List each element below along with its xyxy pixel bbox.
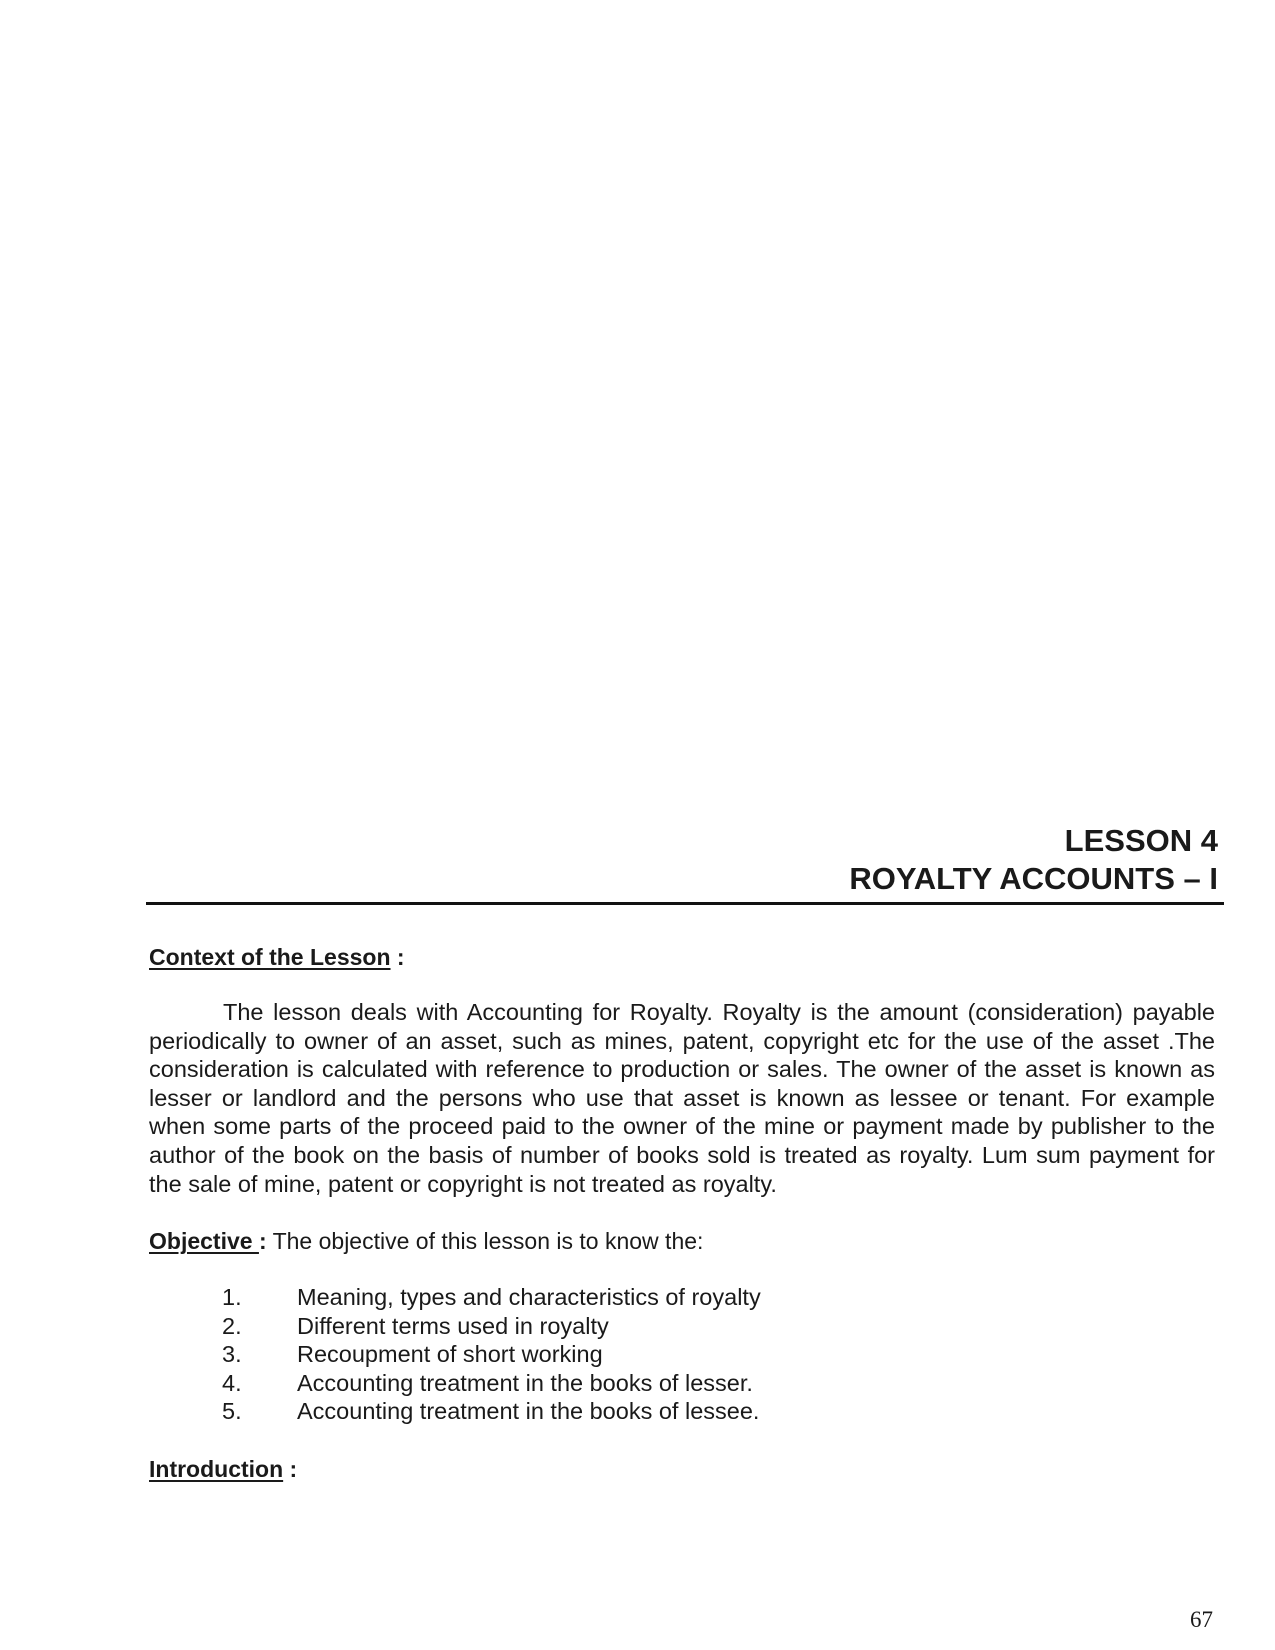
- context-heading-label: Context of the Lesson: [149, 944, 391, 970]
- list-item-number: 3.: [222, 1341, 242, 1368]
- list-item-text: Different terms used in royalty: [297, 1312, 609, 1339]
- list-item: [222, 1283, 761, 1312]
- list-item: [222, 1340, 761, 1369]
- lesson-number: LESSON 4: [1064, 823, 1218, 858]
- context-heading-colon: :: [390, 944, 405, 970]
- list-item-text: Accounting treatment in the books of lessee.: [297, 1398, 760, 1425]
- objective-heading: [149, 1226, 703, 1256]
- page-number: 67: [1190, 1607, 1213, 1632]
- context-heading: [149, 942, 405, 972]
- list-item-text: Recoupment of short working: [297, 1341, 603, 1368]
- list-item-number: 2.: [222, 1312, 242, 1339]
- list-item-number: 5.: [222, 1398, 242, 1425]
- list-item: [222, 1312, 761, 1341]
- objective-intro-text: The objective of this lesson is to know the:: [266, 1228, 704, 1254]
- list-item-number: 4.: [222, 1369, 242, 1396]
- objective-heading-colon: :: [258, 1228, 267, 1254]
- context-paragraph: The lesson deals with Accounting for Royalty. Royalty is the amount (consideration) payable periodically to owner of an asset, such as mines, patent, copyright etc for the use of the asset .The consideration is calculated with reference to production or sales. The owner of the asset is known as lesser or landlord and the persons who use that asset is known as lessee or tenant. For example when some parts of the proceed paid to the owner of the mine or payment made by publisher to the author of the book on the basis of number of books sold is treated as royalty. Lum sum payment for the sale of mine, patent or copyright is not treated as royalty.: [149, 999, 1215, 1197]
- introduction-heading-label: Introduction: [149, 1456, 284, 1482]
- lesson-heading: [146, 822, 1224, 898]
- lesson-title: ROYALTY ACCOUNTS – I: [849, 861, 1218, 896]
- list-item: [222, 1369, 761, 1398]
- list-item-text: Meaning, types and characteristics of royalty: [297, 1284, 761, 1310]
- objective-list: [222, 1283, 761, 1426]
- list-item-number: 1.: [222, 1284, 242, 1310]
- introduction-heading: [149, 1454, 297, 1484]
- list-item-text: Accounting treatment in the books of lesser.: [297, 1369, 753, 1396]
- objective-heading-label: Objective: [149, 1228, 259, 1254]
- list-item: [222, 1397, 761, 1426]
- heading-divider: [146, 902, 1224, 905]
- introduction-heading-colon: :: [283, 1456, 298, 1482]
